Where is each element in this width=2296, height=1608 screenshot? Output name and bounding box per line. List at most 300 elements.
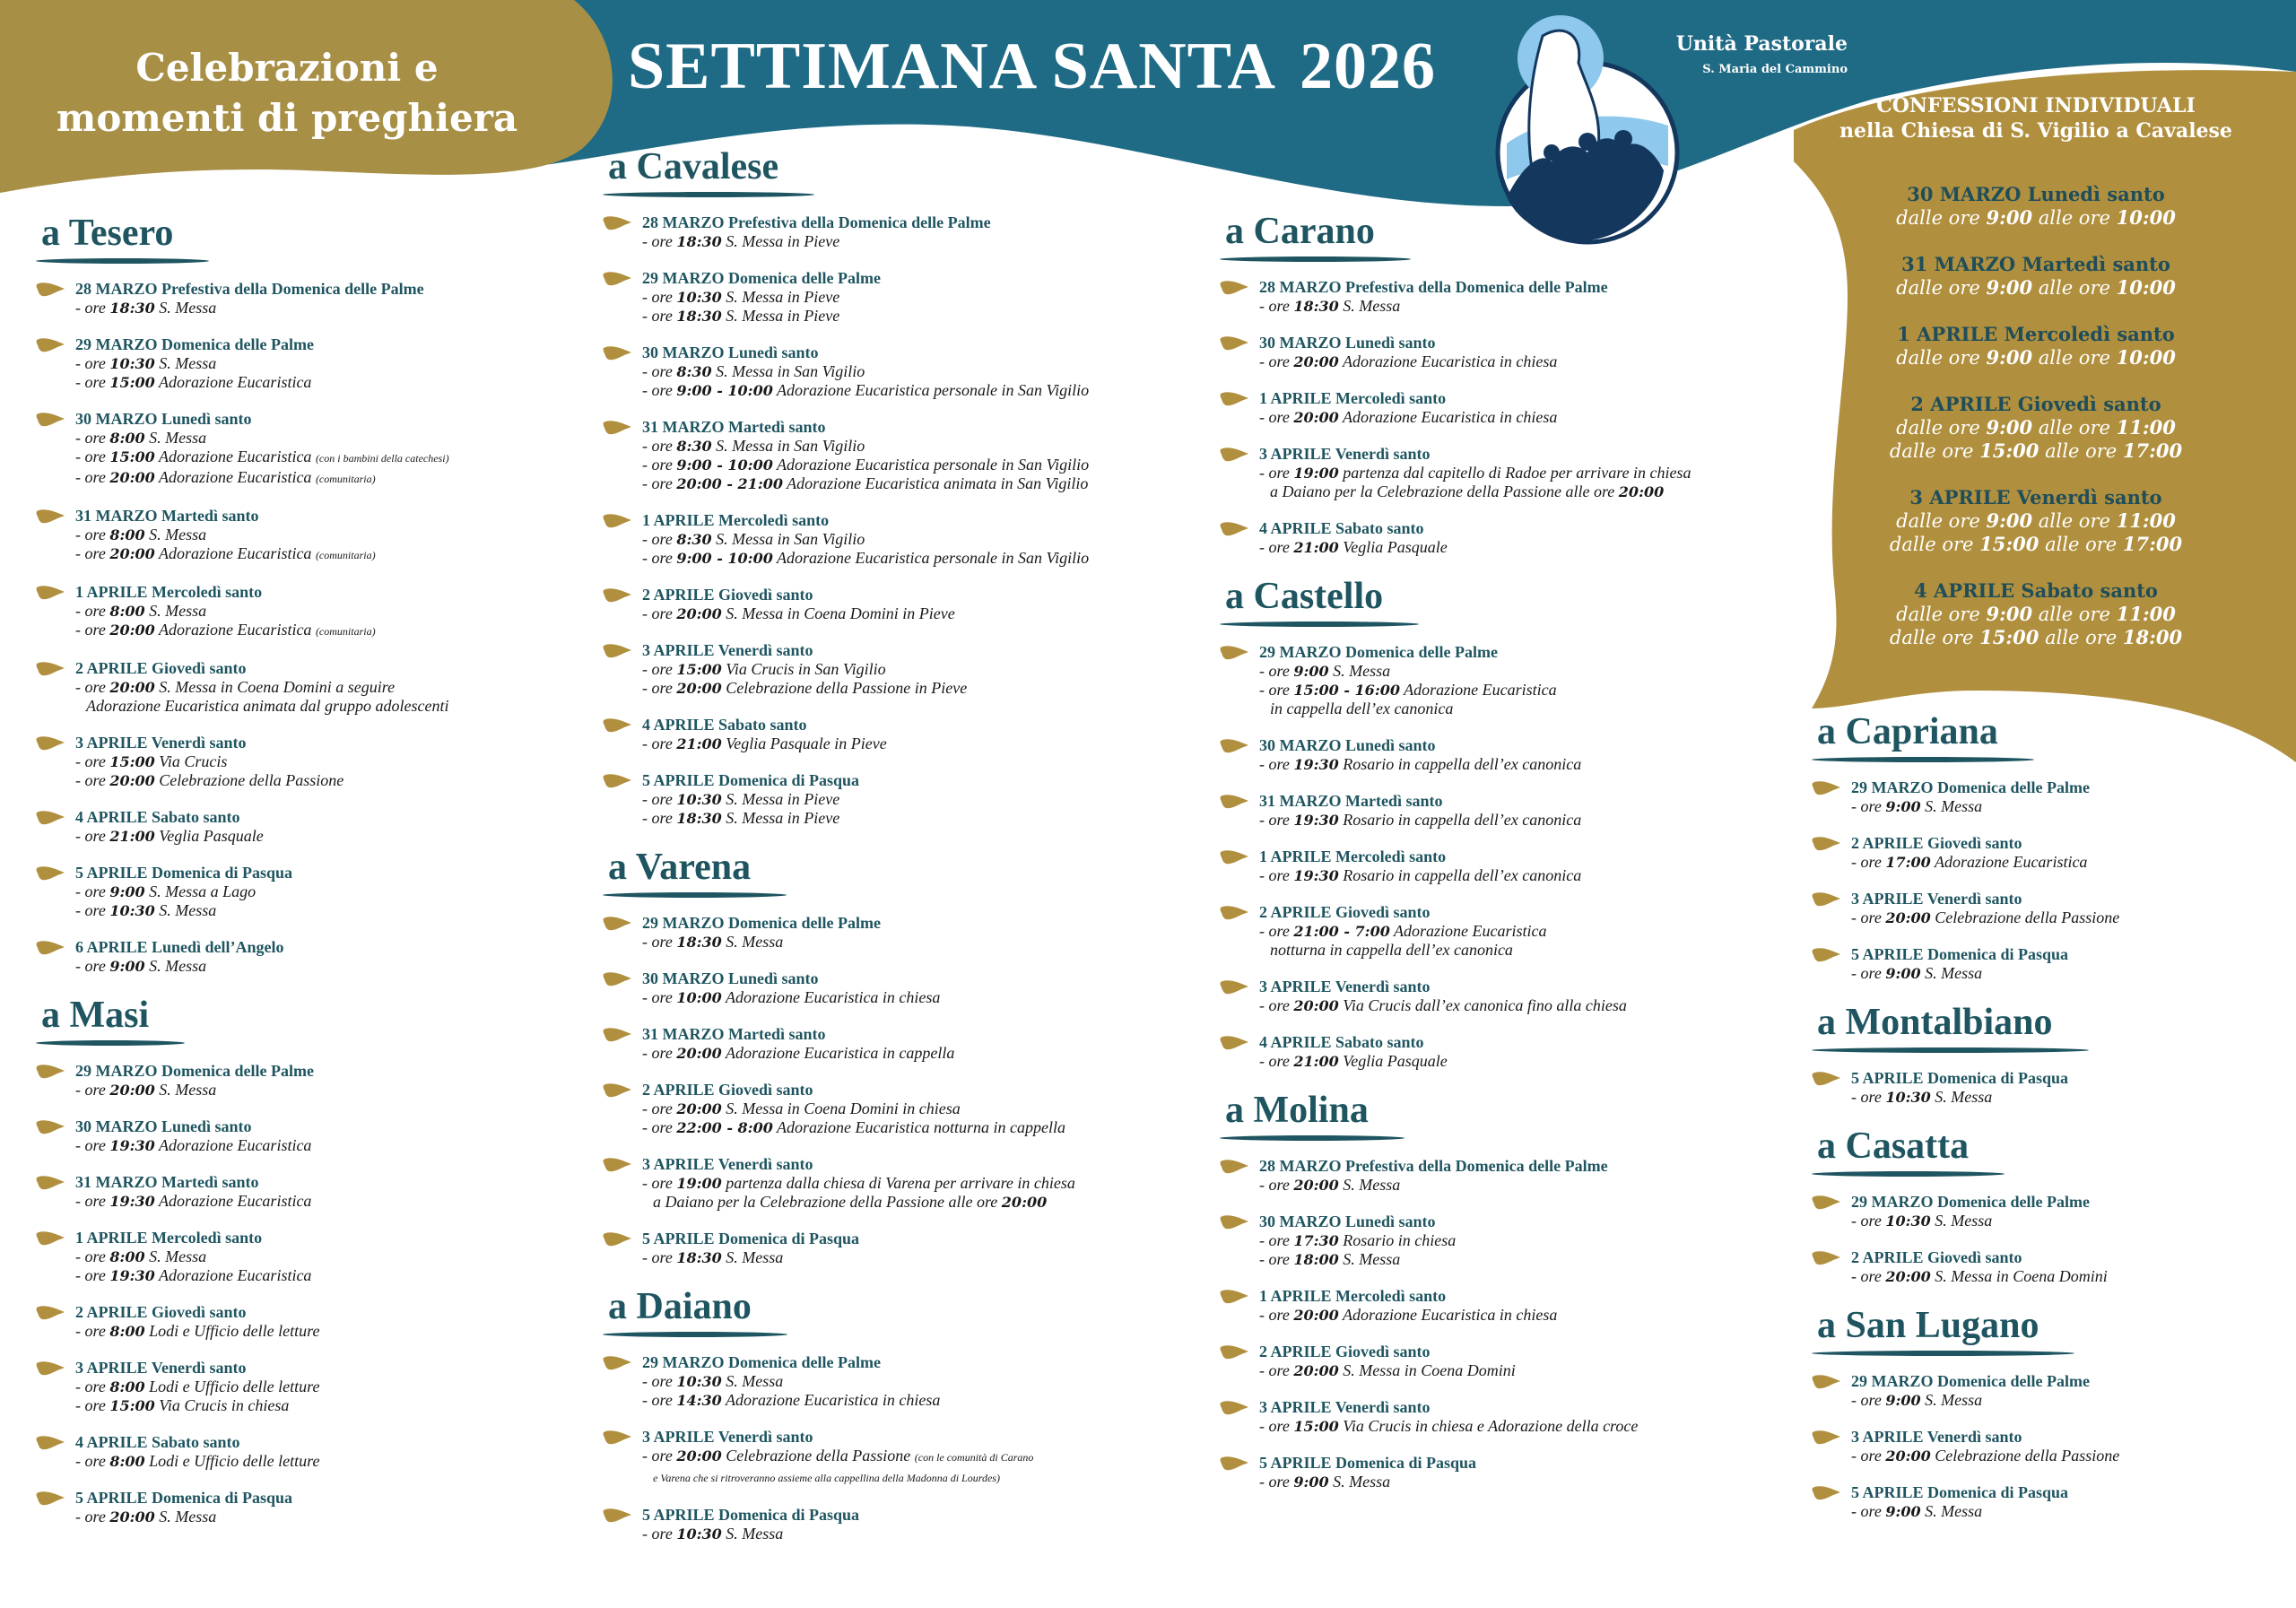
event-description: Adorazione Eucaristica — [158, 621, 312, 639]
confession-slot — [1785, 206, 2287, 230]
entry-time-line — [642, 933, 1204, 952]
entry-time-line — [75, 1322, 592, 1341]
gold-brush-bullet-icon — [36, 865, 66, 882]
entry-time-line — [1851, 1447, 2287, 1465]
event-description: S. Messa — [1343, 1250, 1401, 1268]
event-description: S. Messa — [149, 1247, 207, 1265]
entry-time-line — [75, 771, 592, 790]
schedule-entry — [36, 1229, 592, 1285]
schedule-entry — [1812, 1428, 2287, 1465]
event-time: 8:30 — [676, 363, 712, 380]
slot-to-label: alle ore — [2045, 534, 2118, 555]
event-time: 19:30 — [109, 1267, 155, 1284]
ore-label: - ore — [1259, 1361, 1290, 1379]
entry-time-line — [75, 882, 592, 901]
confession-slot — [1785, 439, 2287, 463]
ore-label: - ore — [1259, 464, 1290, 482]
section-underline — [603, 192, 814, 197]
entry-time-line — [642, 437, 1204, 456]
entry-date-title: 4 APRILE Sabato santo — [642, 716, 807, 734]
event-description: Adorazione Eucaristica — [1934, 853, 2088, 871]
event-note: (comunitaria) — [315, 625, 376, 638]
event-description: Via Crucis in chiesa e Adorazione della croce — [1343, 1417, 1639, 1435]
schedule-entry — [1220, 736, 1794, 774]
event-time: 10:30 — [1885, 1089, 1931, 1106]
entry-date-title: 3 APRILE Venerdì santo — [1259, 445, 1431, 463]
event-time: 9:00 — [1885, 1392, 1921, 1409]
event-time: 19:30 — [1293, 867, 1339, 884]
ore-label: - ore — [1259, 1176, 1290, 1194]
entry-date-title: 1 APRILE Mercoledì santo — [75, 583, 263, 601]
entry-time-line — [642, 362, 1204, 381]
event-time: 8:00 — [109, 526, 145, 543]
entry-date-title: 3 APRILE Venerdì santo — [1851, 890, 2022, 908]
entry-date-title: 5 APRILE Domenica di Pasqua — [75, 1489, 293, 1507]
schedule-entry — [603, 343, 1204, 400]
entry-time-line — [75, 1396, 592, 1415]
ore-label: - ore — [1259, 755, 1290, 773]
entry-date-title: 29 MARZO Domenica delle Palme — [75, 1062, 314, 1080]
schedule-entry — [603, 418, 1204, 493]
slot-from-time: 9:00 — [1986, 206, 2033, 229]
event-time: 17:00 — [1885, 854, 1931, 871]
ore-label: - ore — [1259, 681, 1290, 699]
entry-time-line — [75, 1452, 592, 1471]
event-description: Adorazione Eucaristica in chiesa — [1342, 352, 1558, 370]
schedule-entry — [36, 938, 592, 976]
gold-brush-bullet-icon — [36, 735, 66, 752]
gold-brush-bullet-icon — [36, 940, 66, 956]
schedule-entry — [603, 969, 1204, 1007]
event-time: 21:00 — [109, 828, 155, 845]
section-underline — [1812, 757, 2034, 762]
confession-day-title: 2 APRILE Giovedì santo — [1910, 393, 2161, 415]
gold-brush-bullet-icon — [36, 1119, 66, 1135]
confession-slot — [1785, 346, 2287, 369]
event-description: S. Messa a Lago — [149, 882, 257, 900]
ore-label: - ore — [642, 307, 673, 325]
slot-to-label: alle ore — [2038, 510, 2110, 532]
gold-brush-bullet-icon — [36, 282, 66, 298]
ore-label: - ore — [642, 456, 673, 474]
event-time: 20:00 — [109, 1082, 155, 1099]
schedule-entry — [1812, 1069, 2287, 1107]
event-time: 18:30 — [676, 810, 722, 827]
entry-time-line — [75, 448, 592, 468]
section-underline — [603, 1332, 787, 1337]
entry-time-line — [1259, 1250, 1794, 1269]
entry-date-title: 5 APRILE Domenica di Pasqua — [642, 1230, 860, 1247]
event-description: Adorazione Eucaristica — [1404, 681, 1557, 699]
entry-date-title: 29 MARZO Domenica delle Palme — [1851, 1193, 2090, 1211]
confession-day — [1785, 323, 2287, 369]
entry-time-line — [75, 526, 592, 544]
entry-time-line — [75, 1136, 592, 1155]
event-time: 18:00 — [1293, 1251, 1339, 1268]
event-time: 19:00 — [676, 1175, 722, 1192]
ore-label: - ore — [75, 1081, 106, 1099]
ore-label: - ore — [75, 957, 106, 975]
slot-to-time: 11:00 — [2116, 603, 2176, 625]
slot-from-time: 15:00 — [1979, 439, 2039, 462]
ore-label: - ore — [75, 901, 106, 919]
entry-date-title: 6 APRILE Lunedì dell’Angelo — [75, 938, 284, 956]
entry-time-line — [1259, 681, 1794, 700]
event-description: Celebrazione della Passione — [726, 1447, 911, 1465]
event-description: S. Messa — [159, 1081, 217, 1099]
gold-brush-bullet-icon — [1220, 1344, 1250, 1360]
section-title: a Castello — [1225, 576, 1384, 617]
ore-label: - ore — [642, 474, 673, 492]
entry-time-line — [75, 299, 592, 317]
slot-to-time: 10:00 — [2116, 346, 2176, 369]
gold-brush-bullet-icon — [603, 916, 633, 932]
gold-brush-bullet-icon — [1220, 447, 1250, 463]
ore-label: - ore — [1259, 1250, 1290, 1268]
slot-to-time: 10:00 — [2116, 206, 2176, 229]
confession-day-title: 1 APRILE Mercoledì santo — [1897, 323, 2175, 345]
gold-brush-bullet-icon — [1220, 645, 1250, 661]
schedule-entry — [36, 1433, 592, 1471]
confession-slot — [1785, 509, 2287, 533]
ore-label: - ore — [75, 752, 106, 770]
ore-label: - ore — [1259, 1417, 1290, 1435]
event-description: Veglia Pasquale — [1343, 1052, 1448, 1070]
entry-time-line — [642, 288, 1204, 307]
entry-time-line — [75, 354, 592, 373]
gold-brush-bullet-icon — [1220, 1456, 1250, 1472]
event-description: Adorazione Eucaristica animata in San Vigilio — [787, 474, 1089, 492]
entry-continuation — [1259, 941, 1794, 960]
gold-brush-bullet-icon — [36, 412, 66, 428]
slot-from-time: 15:00 — [1979, 626, 2039, 648]
event-description: S. Messa — [726, 1525, 784, 1543]
ore-label: - ore — [75, 621, 106, 639]
section-title: a Daiano — [608, 1286, 752, 1327]
entry-time-line — [642, 1391, 1204, 1410]
entry-time-line — [642, 1525, 1204, 1543]
entry-date-title: 2 APRILE Giovedì santo — [1259, 903, 1431, 921]
schedule-entry — [1220, 1287, 1794, 1325]
event-description: S. Messa — [1333, 662, 1391, 680]
gold-brush-bullet-icon — [36, 1064, 66, 1080]
confessions-title-1: CONFESSIONI INDIVIDUALI — [1876, 94, 2196, 117]
schedule-entry — [36, 1117, 592, 1155]
entry-continuation-note — [642, 1467, 1204, 1488]
ore-label: - ore — [642, 437, 673, 455]
slot-to-label: alle ore — [2038, 277, 2110, 299]
schedule-entry — [36, 1359, 592, 1415]
entry-date-title: 31 MARZO Martedì santo — [642, 418, 826, 436]
event-time: 15:00 — [109, 448, 155, 465]
continuation-time: 20:00 — [1001, 1194, 1048, 1211]
event-description: S. Messa — [1925, 1391, 1983, 1409]
event-time: 21:00 - 7:00 — [1293, 923, 1390, 940]
ore-label: - ore — [75, 882, 106, 900]
ore-label: - ore — [75, 827, 106, 845]
event-description: S. Messa in Coena Domini in chiesa — [726, 1100, 961, 1117]
event-description: S. Messa in San Vigilio — [716, 362, 865, 380]
slot-to-label: alle ore — [2038, 417, 2110, 439]
event-time: 20:00 — [676, 1100, 722, 1117]
entry-date-title: 31 MARZO Martedì santo — [1259, 792, 1443, 810]
gold-brush-bullet-icon — [1220, 849, 1250, 865]
section-title: a Varena — [608, 847, 752, 888]
entry-date-title: 3 APRILE Venerdì santo — [75, 734, 247, 752]
event-description: Adorazione Eucaristica — [158, 1192, 312, 1210]
entry-date-title: 2 APRILE Giovedì santo — [75, 659, 247, 677]
header-subtitle — [18, 43, 556, 143]
entry-time-line — [642, 1044, 1204, 1063]
ore-label: - ore — [642, 1391, 673, 1409]
ore-label: - ore — [75, 544, 106, 562]
event-time: 20:00 - 21:00 — [676, 475, 783, 492]
page-title — [628, 29, 1480, 105]
confession-day-title: 3 APRILE Venerdì santo — [1909, 486, 2162, 508]
event-time: 8:00 — [109, 1378, 145, 1395]
schedule-entry — [1220, 445, 1794, 501]
ore-label: - ore — [642, 790, 673, 808]
entry-time-line — [642, 988, 1204, 1007]
entry-date-title: 29 MARZO Domenica delle Palme — [642, 1353, 881, 1371]
slot-from-label: dalle ore — [1889, 534, 1974, 555]
slot-to-label: alle ore — [2045, 627, 2118, 648]
gold-brush-bullet-icon — [36, 1360, 66, 1377]
event-description: Adorazione Eucaristica — [158, 544, 312, 562]
entry-date-title: 5 APRILE Domenica di Pasqua — [642, 1506, 860, 1524]
entry-time-line — [642, 549, 1204, 568]
entry-date-title: 30 MARZO Lunedì santo — [75, 410, 252, 428]
event-time: 10:30 — [109, 902, 155, 919]
schedule-entry — [603, 1025, 1204, 1063]
entry-date-title: 29 MARZO Domenica delle Palme — [642, 269, 881, 287]
gold-brush-bullet-icon — [603, 345, 633, 361]
schedule-entry — [603, 1155, 1204, 1212]
section-underline — [1220, 621, 1419, 627]
continuation-text: in cappella dell’ex canonica — [1270, 700, 1454, 717]
section-title: a Molina — [1225, 1090, 1369, 1131]
ore-label: - ore — [1851, 1088, 1882, 1106]
slot-from-label: dalle ore — [1896, 604, 1980, 625]
entry-date-title: 3 APRILE Venerdì santo — [642, 641, 813, 659]
schedule-entry — [1220, 1033, 1794, 1071]
event-description: S. Messa — [726, 1372, 784, 1390]
gold-brush-bullet-icon — [36, 1175, 66, 1191]
slot-to-label: alle ore — [2038, 604, 2110, 625]
entry-time-line — [1851, 1502, 2287, 1521]
ore-label: - ore — [642, 1174, 673, 1192]
schedule-entry — [603, 914, 1204, 952]
slot-to-time: 10:00 — [2116, 276, 2176, 299]
section-title: a Carano — [1225, 211, 1375, 252]
entry-date-title: 1 APRILE Mercoledì santo — [1259, 1287, 1447, 1305]
event-time: 9:00 — [1885, 1503, 1921, 1520]
ore-label: - ore — [75, 602, 106, 620]
entry-date-title: 3 APRILE Venerdì santo — [642, 1428, 813, 1446]
schedule-entry — [1812, 778, 2287, 816]
entry-time-line — [642, 790, 1204, 809]
slot-to-time: 11:00 — [2116, 509, 2176, 532]
event-time: 9:00 - 10:00 — [676, 382, 773, 399]
event-time: 20:00 — [1293, 997, 1339, 1014]
entry-time-line — [1259, 996, 1794, 1015]
event-time: 20:00 — [1885, 909, 1931, 926]
event-time: 19:00 — [1293, 465, 1339, 482]
event-time: 15:00 — [676, 661, 722, 678]
ore-label: - ore — [1259, 297, 1290, 315]
event-time: 8:00 — [109, 603, 145, 620]
section-title: a San Lugano — [1817, 1305, 2039, 1346]
section-capriana — [1812, 710, 2287, 983]
gold-brush-bullet-icon — [603, 1231, 633, 1247]
ore-label: - ore — [1851, 1502, 1882, 1520]
event-description: S. Messa in Pieve — [726, 288, 840, 306]
entry-date-title: 30 MARZO Lunedì santo — [642, 969, 819, 987]
schedule-entry — [36, 1173, 592, 1211]
section-molina — [1220, 1089, 1794, 1491]
section-varena — [603, 846, 1204, 1267]
entry-date-title: 2 APRILE Giovedì santo — [1259, 1343, 1431, 1360]
event-description: Lodi e Ufficio delle letture — [149, 1452, 320, 1470]
entry-date-title: 2 APRILE Giovedì santo — [75, 1303, 247, 1321]
schedule-entry — [603, 1081, 1204, 1137]
ore-label: - ore — [1259, 1052, 1290, 1070]
gold-brush-bullet-icon — [603, 1430, 633, 1446]
schedule-entry — [1220, 847, 1794, 885]
entry-continuation — [1259, 482, 1794, 501]
schedule-entry — [1812, 1193, 2287, 1230]
entry-time-line — [1259, 1231, 1794, 1250]
entry-time-line — [642, 660, 1204, 679]
schedule-entry — [1220, 1454, 1794, 1491]
entry-date-title: 3 APRILE Venerdì santo — [1259, 978, 1431, 995]
event-description: S. Messa — [1925, 1502, 1983, 1520]
schedule-entry — [1812, 1483, 2287, 1521]
section-title: a Tesero — [41, 213, 174, 254]
ore-label: - ore — [1259, 1306, 1290, 1324]
gold-brush-bullet-icon — [1220, 1159, 1250, 1175]
gold-brush-bullet-icon — [1812, 891, 1842, 908]
section-title: a Cavalese — [608, 146, 779, 187]
entry-time-line — [75, 544, 592, 565]
gold-brush-bullet-icon — [36, 810, 66, 826]
ore-label: - ore — [75, 678, 106, 696]
entry-date-title: 30 MARZO Lunedì santo — [642, 343, 819, 361]
slot-to-time: 11:00 — [2116, 416, 2176, 439]
ore-label: - ore — [1851, 853, 1882, 871]
event-description: Celebrazione della Passione — [1935, 908, 2120, 926]
event-description: Rosario in cappella dell’ex canonica — [1343, 755, 1582, 773]
entry-date-title: 30 MARZO Lunedì santo — [1259, 334, 1436, 352]
section-underline — [1220, 1135, 1405, 1141]
entry-date-title: 2 APRILE Giovedì santo — [642, 586, 813, 604]
entry-date-title: 31 MARZO Martedì santo — [75, 1173, 259, 1191]
slot-from-label: dalle ore — [1889, 440, 1974, 462]
entry-time-line — [642, 307, 1204, 326]
event-description: Lodi e Ufficio delle letture — [149, 1378, 320, 1395]
event-note: (con le comunità di Carano — [914, 1451, 1034, 1464]
entry-time-line — [642, 1118, 1204, 1137]
ore-label: - ore — [75, 1136, 106, 1154]
entry-time-line — [1259, 922, 1794, 941]
entry-date-title: 5 APRILE Domenica di Pasqua — [1851, 1069, 2069, 1087]
event-description: S. Messa in Coena Domini — [1935, 1267, 2108, 1285]
section-title: a Capriana — [1817, 711, 1998, 752]
gold-brush-bullet-icon — [603, 271, 633, 287]
event-description: S. Messa — [1925, 964, 1983, 982]
entry-time-line — [1259, 1176, 1794, 1195]
event-description: Adorazione Eucaristica — [158, 1266, 312, 1284]
schedule-entry — [1220, 792, 1794, 830]
gold-brush-bullet-icon — [36, 508, 66, 525]
entry-date-title: 1 APRILE Mercoledì santo — [1259, 847, 1447, 865]
event-description: S. Messa in San Vigilio — [716, 530, 865, 548]
event-time: 20:00 — [1293, 1362, 1339, 1379]
continuation-text: notturna in cappella dell’ex canonica — [1270, 941, 1513, 959]
gold-brush-bullet-icon — [36, 1491, 66, 1507]
entry-time-line — [642, 1372, 1204, 1391]
gold-brush-bullet-icon — [603, 717, 633, 734]
schedule-entry — [603, 641, 1204, 698]
confessions-panel — [1785, 93, 2287, 649]
slot-from-label: dalle ore — [1896, 277, 1980, 299]
schedule-entry — [1812, 890, 2287, 927]
entry-date-title: 4 APRILE Sabato santo — [1259, 1033, 1424, 1051]
event-time: 20:00 — [109, 621, 155, 639]
gold-brush-bullet-icon — [36, 661, 66, 677]
schedule-entry — [1220, 643, 1794, 718]
event-time: 20:00 — [676, 1447, 722, 1465]
ore-label: - ore — [642, 679, 673, 697]
entry-date-title: 28 MARZO Prefestiva della Domenica delle Palme — [642, 213, 991, 231]
schedule-entry — [1220, 1398, 1794, 1436]
event-time: 20:00 — [676, 605, 722, 622]
ore-label: - ore — [75, 1192, 106, 1210]
event-description: S. Messa — [149, 429, 207, 447]
ore-label: - ore — [1259, 408, 1290, 426]
schedule-entry — [1220, 1343, 1794, 1380]
entry-time-line — [75, 373, 592, 392]
event-description: S. Messa — [149, 602, 207, 620]
event-time: 9:00 - 10:00 — [676, 550, 773, 567]
entry-date-title: 5 APRILE Domenica di Pasqua — [1851, 945, 2069, 963]
event-description: S. Messa — [1925, 797, 1983, 815]
event-description: S. Messa in Pieve — [726, 307, 840, 325]
ore-label: - ore — [1259, 996, 1290, 1014]
ore-label: - ore — [642, 288, 673, 306]
gold-brush-bullet-icon — [1220, 521, 1250, 537]
entry-time-line — [75, 678, 592, 697]
ore-label: - ore — [642, 1525, 673, 1543]
event-time: 20:00 — [109, 772, 155, 789]
event-time: 9:00 — [1885, 965, 1921, 982]
gold-brush-bullet-icon — [1812, 1250, 1842, 1266]
gold-brush-bullet-icon — [1220, 280, 1250, 296]
confession-slot — [1785, 533, 2287, 556]
event-time: 18:30 — [676, 233, 722, 250]
entry-time-line — [1259, 1052, 1794, 1071]
section-carano — [1220, 210, 1794, 557]
gold-brush-bullet-icon — [603, 420, 633, 436]
ore-label: - ore — [1259, 1231, 1290, 1249]
gold-brush-bullet-icon — [1220, 905, 1250, 921]
event-description: Veglia Pasquale in Pieve — [726, 734, 887, 752]
section-castello — [1220, 575, 1794, 1071]
entry-time-line — [642, 232, 1204, 251]
ore-label: - ore — [1851, 1391, 1882, 1409]
entry-time-line — [642, 809, 1204, 828]
event-time: 10:30 — [676, 1525, 722, 1543]
